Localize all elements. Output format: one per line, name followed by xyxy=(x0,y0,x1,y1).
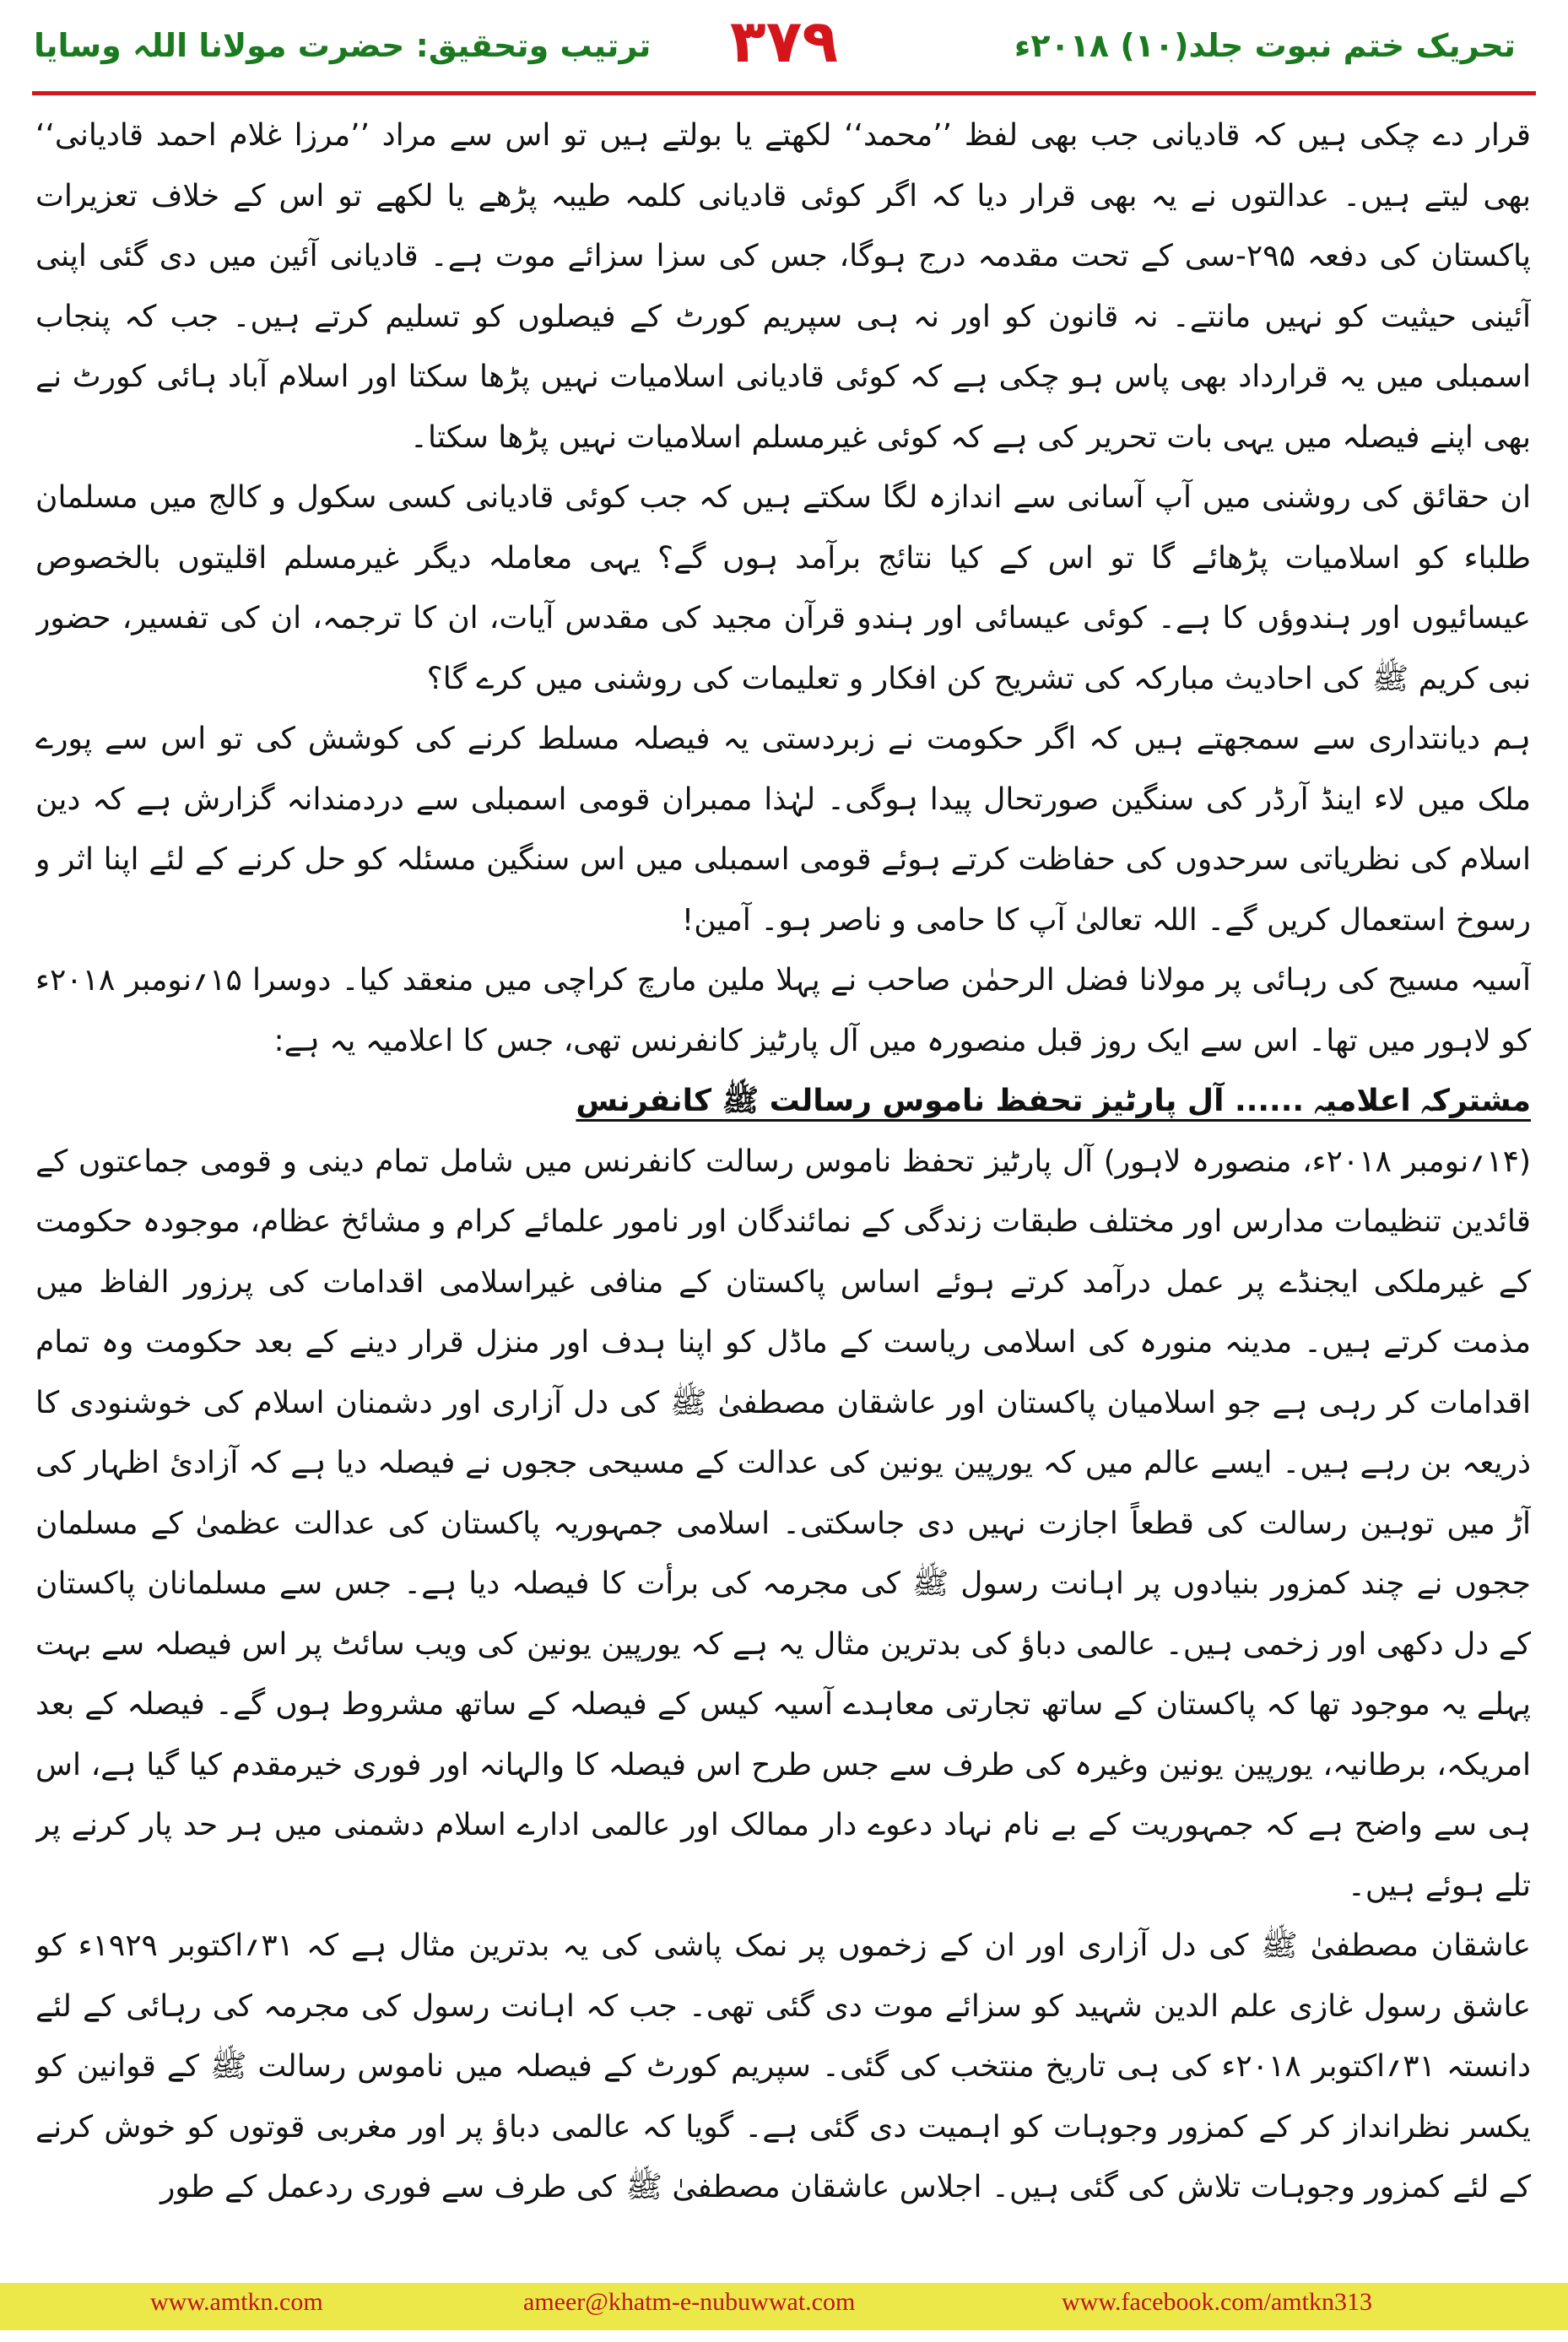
email-link[interactable]: ameer@khatm-e-nubuwwat.com xyxy=(523,2288,856,2316)
paragraph: قرار دے چکی ہیں کہ قادیانی جب بھی لفظ ’’محمد‘‘ لکھتے یا بولتے ہیں تو اس سے مراد ’’مرزا غلام احمد قادیانی‘‘ بھی لیتے ہیں۔ عدالتوں نے یہ بھی قرار دیا کہ اگر کوئی قادیانی کلمہ طیبہ پڑھے یا لکھے تو اس کے خلاف تعزیرات پاکستان کی دفعہ ۲۹۵-سی کے تحت مقدمہ درج ہوگا، جس کی سزا سزائے موت ہے۔ قادیانی آئین میں دی گئی اپنی آئینی حیثیت کو نہیں مانتے۔ نہ قانون کو اور نہ ہی سپریم کورٹ کے فیصلوں کو تسلیم کرتے ہیں۔ جب کہ پنجاب اسمبلی میں یہ قرارداد بھی پاس ہو چکی ہے کہ کوئی قادیانی اسلامیات نہیں پڑھا سکتا اور اسلام آباد ہائی کورٹ نے بھی اپنے فیصلہ میں یہی بات تحریر کی ہے کہ کوئی غیرمسلم اسلامیات نہیں پڑھا سکتا۔ xyxy=(35,118,1531,455)
header-divider xyxy=(32,91,1536,95)
compiler-credit: ترتیب وتحقیق: حضرت مولانا اللہ وسایا xyxy=(34,27,652,64)
section-heading: مشترکہ اعلامیہ ...... آل پارٹیز تحفظ ناموس رسالت ﷺ کانفرنس xyxy=(576,1084,1531,1118)
page-body xyxy=(35,105,1531,2215)
paragraph: آسیہ مسیح کی رہائی پر مولانا فضل الرحمٰن صاحب نے پہلا ملین مارچ کراچی میں منعقد کیا۔ دوسرا ۱۵؍نومبر ۲۰۱۸ء کو لاہور میں تھا۔ اس سے ایک روز قبل منصورہ میں آل پارٹیز کانفرنس تھی، جس کا اعلامیہ یہ ہے: xyxy=(35,963,1531,1058)
book-title: تحریک ختم نبوت جلد(۱۰) ۲۰۱۸ء xyxy=(1014,27,1516,64)
website-link[interactable]: www.amtkn.com xyxy=(150,2288,323,2316)
paragraph: ان حقائق کی روشنی میں آپ آسانی سے اندازہ لگا سکتے ہیں کہ جب کوئی قادیانی کسی سکول و کالج میں مسلمان طلباء کو اسلامیات پڑھائے گا تو اس کے کیا نتائج برآمد ہوں گے؟ یہی معاملہ دیگر غیرمسلم اقلیتوں بالخصوص عیسائیوں اور ہندوؤں کا ہے۔ کوئی عیسائی اور ہندو قرآن مجید کی مقدس آیات، ان کا ترجمہ، ان کی تفسیر، حضور نبی کریم ﷺ کی احادیث مبارکہ کی تشریح کن افکار و تعلیمات کی روشنی میں کرے گا؟ xyxy=(35,480,1531,696)
page-number: ۳۷۹ xyxy=(729,7,839,76)
facebook-link[interactable]: www.facebook.com/amtkn313 xyxy=(1062,2288,1372,2316)
paragraph: عاشقان مصطفیٰ ﷺ کی دل آزاری اور ان کے زخموں پر نمک پاشی کی یہ بدترین مثال ہے کہ ۳۱؍اکتوبر ۱۹۲۹ء کو عاشق رسول غازی علم الدین شہید کو سزائے موت دی گئی تھی۔ جب کہ اہانت رسول کی مجرمہ کی رہائی کے لئے دانستہ ۳۱؍اکتوبر ۲۰۱۸ء کی ہی تاریخ منتخب کی گئی۔ سپریم کورٹ کے فیصلہ میں ناموس رسالت ﷺ کے قوانین کو یکسر نظرانداز کر کے کمزور وجوہات کو اہمیت دی گئی ہے۔ گویا کہ عالمی دباؤ پر اور مغربی قوتوں کو خوش کرنے کے لئے کمزور وجوہات تلاش کی گئی ہیں۔ اجلاس عاشقان مصطفیٰ ﷺ کی طرف سے فوری ردعمل کے طور xyxy=(35,1928,1531,2204)
paragraph: ہم دیانتداری سے سمجھتے ہیں کہ اگر حکومت نے زبردستی یہ فیصلہ مسلط کرنے کی کوشش کی تو اس سے پورے ملک میں لاء اینڈ آرڈر کی سنگین صورتحال پیدا ہوگی۔ لہٰذا ممبران قومی اسمبلی سے دردمندانہ گزارش ہے کہ دین اسلام کی نظریاتی سرحدوں کی حفاظت کرتے ہوئے قومی اسمبلی میں اس سنگین مسئلہ کو حل کرنے کے لئے اپنا اثر و رسوخ استعمال کریں گے۔ اللہ تعالیٰ آپ کا حامی و ناصر ہو۔ آمین! xyxy=(35,722,1531,938)
page-header xyxy=(0,0,1568,101)
paragraph: (۱۴؍نومبر ۲۰۱۸ء، منصورہ لاہور) آل پارٹیز تحفظ ناموس رسالت کانفرنس میں شامل تمام دینی و قومی جماعتوں کے قائدین تنظیمات مدارس اور مختلف طبقات زندگی کے نمائندگان اور نامور علمائے کرام و مشائخ عظام، موجودہ حکومت کے غیرملکی ایجنڈے پر عمل درآمد کرتے ہوئے اساس پاکستان کے منافی غیراسلامی اقدامات کی پرزور الفاظ میں مذمت کرتے ہیں۔ مدینہ منورہ کی اسلامی ریاست کے ماڈل کو اپنا ہدف اور منزل قرار دینے کے بعد حکومت وہ تمام اقدامات کر رہی ہے جو اسلامیان پاکستان اور عاشقان مصطفیٰ ﷺ کی دل آزاری اور دشمنان اسلام کی خوشنودی کا ذریعہ بن رہے ہیں۔ ایسے عالم میں کہ یورپین یونین کی عدالت کے مسیحی ججوں نے فیصلہ دیا ہے کہ آزادیٔ اظہار کی آڑ میں توہین رسالت کی قطعاً اجازت نہیں دی جاسکتی۔ اسلامی جمہوریہ پاکستان کی عدالت عظمیٰ کے مسلمان ججوں نے چند کمزور بنیادوں پر اہانت رسول ﷺ کی مجرمہ کی برأت کا فیصلہ دیا ہے۔ جس سے مسلمانان پاکستان کے دل دکھی اور زخمی ہیں۔ عالمی دباؤ کی بدترین مثال یہ ہے کہ یورپین یونین کی ویب سائٹ پر اس فیصلہ سے بہت پہلے یہ موجود تھا کہ پاکستان کے ساتھ تجارتی معاہدے آسیہ کیس کے فیصلہ کے ساتھ مشروط ہوں گے۔ فیصلہ کے بعد امریکہ، برطانیہ، یورپین یونین وغیرہ کی طرف سے جس طرح اس فیصلہ کا والہانہ اور فوری خیرمقدم کیا گیا ہے، اس ہی سے واضح ہے کہ جمہوریت کے بے نام نہاد دعوے دار ممالک اور عالمی ادارے اسلام دشمنی میں ہر حد پار کرنے پر تلے ہوئے ہیں۔ xyxy=(35,1144,1531,1903)
page-footer xyxy=(0,2283,1568,2330)
